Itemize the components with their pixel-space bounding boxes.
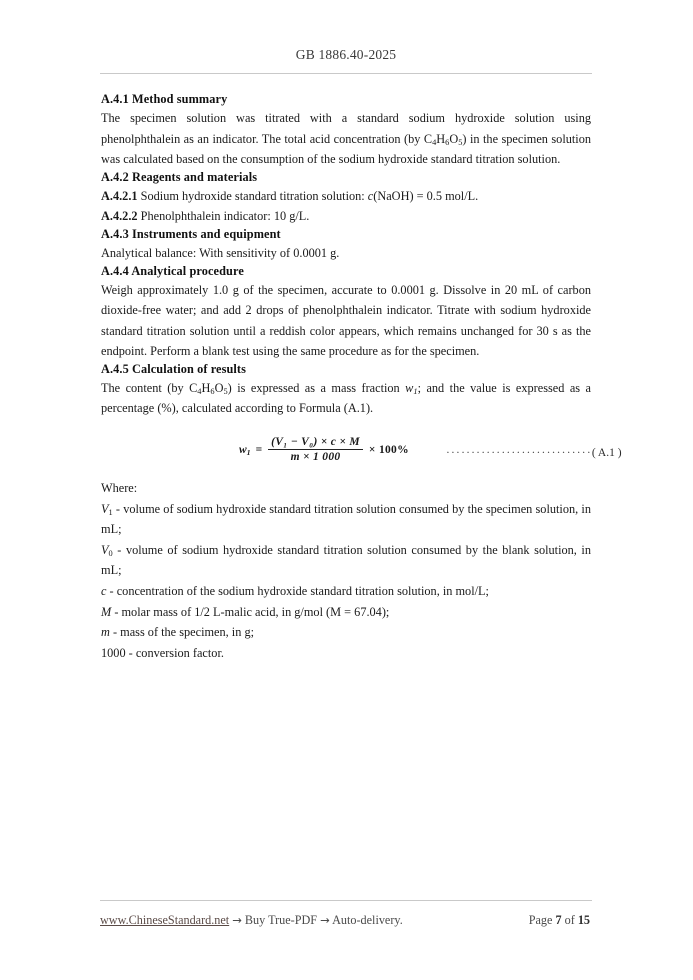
where-item-m-molar <box>101 602 591 623</box>
footer-mid-text: Buy True-PDF <box>244 913 318 927</box>
formula-numerator: (V₁ − V₀) × c × M <box>271 436 360 449</box>
formula-number: ( A.1 ) <box>591 447 622 460</box>
footer-website-link[interactable]: www.ChineseStandard.net <box>100 913 230 927</box>
where-symbol-m-mass: m <box>101 625 110 640</box>
where-symbol-m-molar: M <box>101 604 112 619</box>
a-4-2-1-text-pre: Sodium hydroxide standard titration solution: <box>140 188 368 203</box>
current-page-number: 7 <box>555 913 562 927</box>
paragraph-calculation-intro <box>101 378 591 419</box>
where-symbol-v1-sub: 1 <box>108 507 113 517</box>
paragraph-analytical-procedure: Weigh approximately 1.0 g of the specimen, accurate to 0.0001 g. Dissolve in 20 mL of carbon dioxide-free water; and add 2 drops of phenolphthalein indicator. Titrate with sodium hydroxide standard titration solution until a reddish color appears, which remains unchanged for 30 s as the endpoint. Perform a blank test using the same procedure as for the specimen. <box>101 282 591 359</box>
heading-a-4-5: A.4.5 Calculation of results <box>101 361 247 376</box>
header-divider <box>100 73 592 74</box>
formula-lhs-subscript: 1 <box>246 447 251 457</box>
calc-sub-h6: 6 <box>210 386 215 396</box>
paragraph-a-4-2-1 <box>101 186 591 207</box>
total-page-count: 15 <box>577 913 590 927</box>
of-label: of <box>564 913 575 927</box>
footer-end-text: Auto-delivery. <box>332 913 403 927</box>
formula-lhs-symbol: w <box>239 443 247 456</box>
method-summary-text-4: ) in the specimen solution was calculated based on the consumption of the sodium hydroxide standard titration solution. <box>101 131 592 167</box>
where-definition-1000: - conversion factor. <box>125 645 224 660</box>
paragraph-instruments: Analytical balance: With sensitivity of 0.0001 g. <box>101 245 340 260</box>
where-definition-m-mass: - mass of the specimen, in g; <box>109 625 255 640</box>
document-body <box>101 92 622 663</box>
formula-equals-sign: = <box>255 443 263 456</box>
method-summary-text-1: The specimen solution was titrated with a standard sodium hydroxide solution using phenolphthalein as an indicator. The total acid concentration (by C <box>101 110 591 146</box>
formula-lhs-variable <box>239 444 251 456</box>
formula-a-1-row <box>101 436 622 478</box>
where-item-c <box>101 581 591 602</box>
where-item-1000 <box>101 643 591 664</box>
symbol-c-italic: c <box>367 188 374 203</box>
formula-sub-c4: 4 <box>432 137 437 147</box>
heading-a-4-3: A.4.3 Instruments and equipment <box>101 226 281 241</box>
formula-number-block <box>446 447 622 459</box>
formula-leader-dots: ····························· <box>446 447 592 460</box>
where-symbol-c: c <box>101 584 107 599</box>
paragraph-a-4-2-2 <box>101 206 591 227</box>
where-item-m-mass <box>101 622 591 643</box>
heading-a-4-2: A.4.2 Reagents and materials <box>101 169 258 184</box>
formula-sub-o5: 5 <box>458 137 463 147</box>
heading-a-4-4: A.4.4 Analytical procedure <box>101 263 244 278</box>
method-summary-text-3: O <box>449 131 459 146</box>
where-item-v1 <box>101 499 591 540</box>
where-symbol-v1: V <box>101 501 109 516</box>
where-item-v0 <box>101 540 591 581</box>
page-label: Page <box>528 913 553 927</box>
where-symbol-v0: V <box>101 542 109 557</box>
footer-divider <box>100 900 592 901</box>
method-summary-text-2: H <box>436 131 446 146</box>
heading-a-4-1: A.4.1 Method summary <box>101 92 228 106</box>
symbol-w-subscript: 1 <box>413 386 418 396</box>
label-a-4-2-1: A.4.2.1 <box>101 188 138 203</box>
a-4-2-1-text-post: (NaOH) = 0.5 mol/L. <box>373 188 479 203</box>
where-symbol-v0-sub: 0 <box>108 548 113 558</box>
formula-sub-h6: 6 <box>445 137 450 147</box>
calc-sub-o5: 5 <box>223 386 228 396</box>
footer-pagination <box>529 913 592 928</box>
formula-a-1 <box>239 436 409 463</box>
paragraph-method-summary <box>101 108 591 170</box>
where-symbol-1000: 1000 <box>101 645 126 660</box>
page-header-standard-number: GB 1886.40-2025 <box>295 47 397 62</box>
where-definition-m-molar: - molar mass of 1/2 L-malic acid, in g/mol (M = 67.04); <box>111 604 390 619</box>
symbol-w-italic: w <box>405 380 414 395</box>
formula-denominator: m × 1 000 <box>290 451 341 464</box>
calc-text-5: ; and the value is expressed as a percentage (%), calculated according to Formula (A.1). <box>101 380 591 416</box>
where-label: Where: <box>101 481 138 496</box>
label-a-4-2-2: A.4.2.2 <box>101 209 138 224</box>
a-4-2-2-text: Phenolphthalein indicator: 10 g/L. <box>140 209 310 224</box>
where-definition-v1: - volume of sodium hydroxide standard titration solution consumed by the specimen solution, in mL; <box>101 501 591 537</box>
calc-text-4: ) is expressed as a mass fraction <box>227 380 406 395</box>
arrow-right-icon-2: → <box>320 913 330 927</box>
calc-sub-c4: 4 <box>197 386 202 396</box>
formula-tail-multiplier: × 100% <box>368 443 409 456</box>
calc-text-1: The content (by C <box>101 380 198 395</box>
where-definition-v0: - volume of sodium hydroxide standard titration solution consumed by the blank solution, in mL; <box>101 542 591 578</box>
arrow-right-icon-1: → <box>232 913 242 927</box>
calc-text-2: H <box>201 380 211 395</box>
calc-text-3: O <box>214 380 224 395</box>
formula-fraction <box>268 436 363 463</box>
where-definition-c: - concentration of the sodium hydroxide standard titration solution, in mol/L; <box>106 584 489 599</box>
page-footer <box>100 913 592 928</box>
footer-promo-line <box>100 913 403 928</box>
